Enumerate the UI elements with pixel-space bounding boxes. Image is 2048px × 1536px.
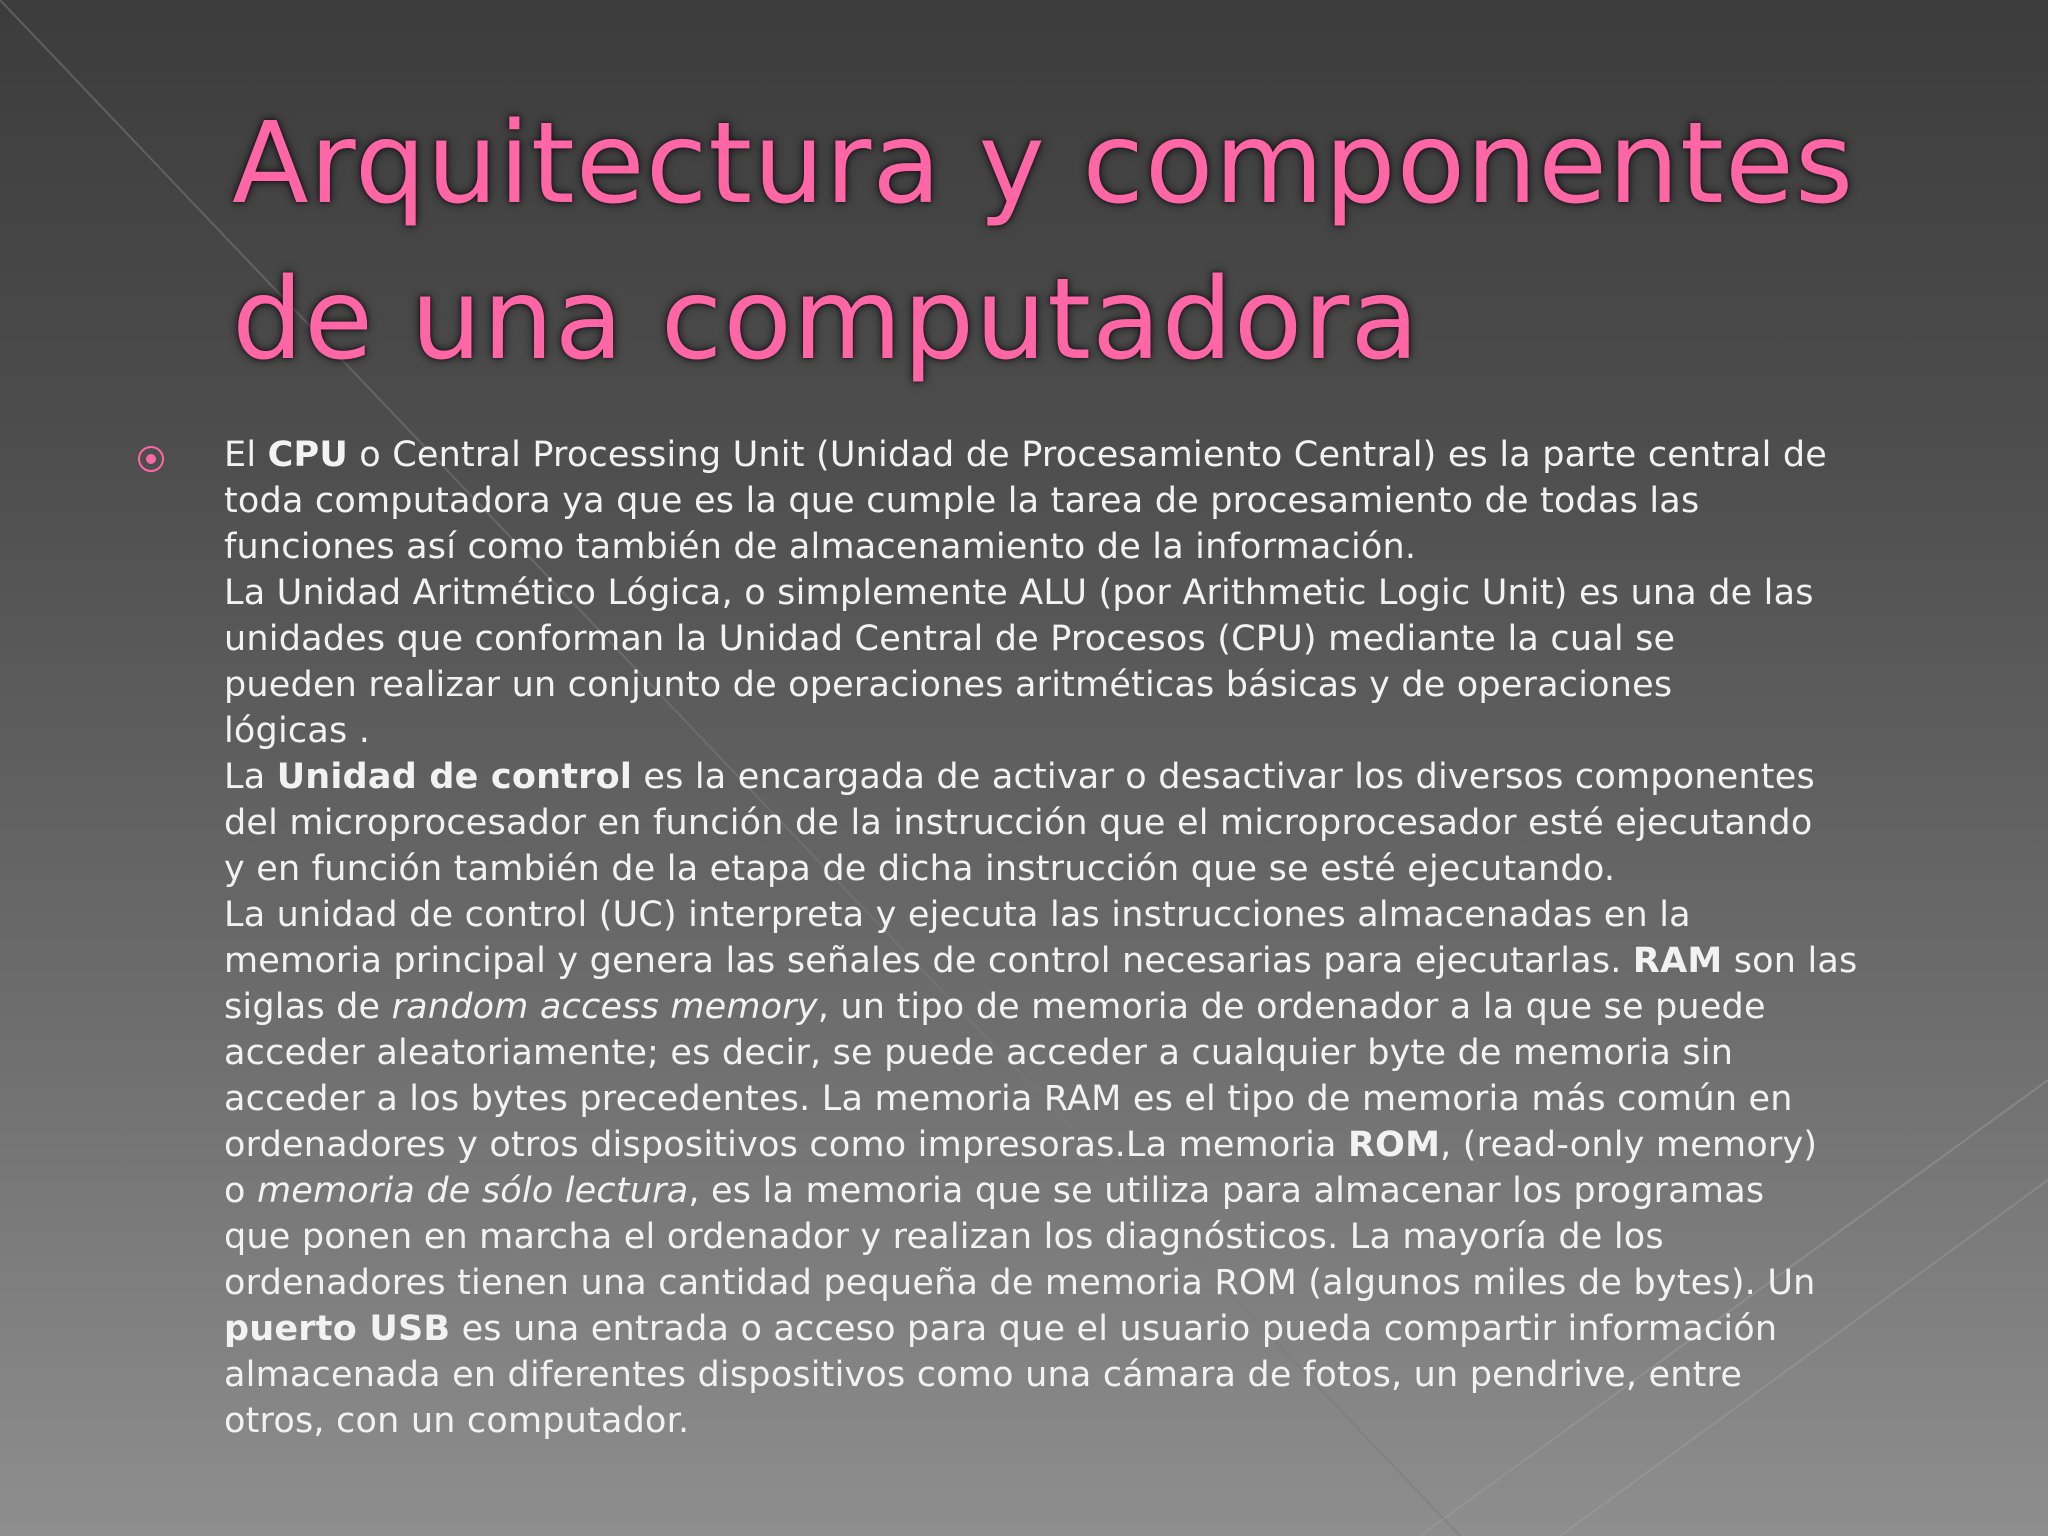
bold-term: RAM	[1632, 941, 1723, 981]
text-run: son las	[1722, 941, 1858, 981]
body-text-line	[224, 1076, 1944, 1122]
bold-term: Unidad de control	[276, 757, 633, 797]
body-text-line	[224, 478, 1944, 524]
text-run: toda computadora ya que es la que cumple la tarea de procesamiento de todas las	[224, 481, 1700, 521]
body-text-line	[224, 1030, 1944, 1076]
text-run: , es la memoria que se utiliza para almacenar los programas	[688, 1171, 1765, 1211]
text-run: acceder aleatoriamente; es decir, se puede acceder a cualquier byte de memoria sin	[224, 1033, 1734, 1073]
body-text-line	[224, 1168, 1944, 1214]
body-text-line	[224, 432, 1944, 478]
text-run: funciones así como también de almacenamiento de la información.	[224, 527, 1417, 567]
text-run: del microprocesador en función de la instrucción que el microprocesador esté ejecutando	[224, 803, 1813, 843]
body-text-line	[224, 800, 1944, 846]
text-run: La unidad de control (UC) interpreta y ejecuta las instrucciones almacenadas en la	[224, 895, 1691, 935]
text-run: El	[224, 435, 268, 475]
body-text-line	[224, 662, 1944, 708]
body-text-line	[224, 846, 1944, 892]
text-run: y en función también de la etapa de dicha instrucción que se esté ejecutando.	[224, 849, 1616, 889]
body-text-line	[224, 1352, 1944, 1398]
body-text-line	[224, 754, 1944, 800]
text-run: acceder a los bytes precedentes. La memoria RAM es el tipo de memoria más común en	[224, 1079, 1793, 1119]
bold-term: CPU	[267, 435, 348, 475]
body-text-line	[224, 938, 1944, 984]
text-run: otros, con un computador.	[224, 1401, 690, 1441]
body-text-line	[224, 524, 1944, 570]
body-text-line	[224, 1306, 1944, 1352]
text-run: ordenadores tienen una cantidad pequeña de memoria ROM (algunos miles de bytes). Un	[224, 1263, 1816, 1303]
text-run: La	[224, 757, 277, 797]
text-run: o Central Processing Unit (Unidad de Procesamiento Central) es la parte central de	[347, 435, 1827, 475]
text-run: lógicas .	[224, 711, 371, 751]
circle-dot-bullet-icon	[138, 446, 164, 472]
text-run: que ponen en marcha el ordenador y realizan los diagnósticos. La mayoría de los	[224, 1217, 1664, 1257]
text-run: La Unidad Aritmético Lógica, o simplemente ALU (por Arithmetic Logic Unit) es una de las	[224, 573, 1814, 613]
text-run: es una entrada o acceso para que el usuario pueda compartir información	[450, 1309, 1778, 1349]
body-text-line	[224, 1122, 1944, 1168]
slide-title-line-2: de una computadora	[232, 255, 1420, 385]
bold-term: puerto USB	[224, 1309, 451, 1349]
slide-title	[232, 86, 2012, 398]
body-text-line	[224, 616, 1944, 662]
text-run: memoria principal y genera las señales de control necesarias para ejecutarlas.	[224, 941, 1633, 981]
slide-title-line-1: Arquitectura y componentes	[232, 99, 1855, 229]
text-run: ordenadores y otros dispositivos como impresoras.La memoria	[224, 1125, 1349, 1165]
text-run: unidades que conforman la Unidad Central de Procesos (CPU) mediante la cual se	[224, 619, 1676, 659]
text-run: pueden realizar un conjunto de operaciones aritméticas básicas y de operaciones	[224, 665, 1673, 705]
body-text-line	[224, 1398, 1944, 1444]
text-run: , un tipo de memoria de ordenador a la que se puede	[817, 987, 1766, 1027]
text-run: almacenada en diferentes dispositivos como una cámara de fotos, un pendrive, entre	[224, 1355, 1743, 1395]
body-text-line	[224, 570, 1944, 616]
body-text-line	[224, 1260, 1944, 1306]
body-text-line	[224, 984, 1944, 1030]
body-text-line	[224, 892, 1944, 938]
body-text-line	[224, 708, 1944, 754]
text-run: siglas de	[224, 987, 392, 1027]
bold-term: ROM	[1348, 1125, 1441, 1165]
text-run: , (read-only memory)	[1440, 1125, 1818, 1165]
text-run: o	[224, 1171, 257, 1211]
slide-body-text	[224, 432, 1944, 1444]
body-text-line	[224, 1214, 1944, 1260]
text-run: es la encargada de activar o desactivar los diversos componentes	[632, 757, 1815, 797]
italic-term: memoria de sólo lectura	[256, 1171, 689, 1211]
italic-term: random access memory	[391, 987, 818, 1027]
